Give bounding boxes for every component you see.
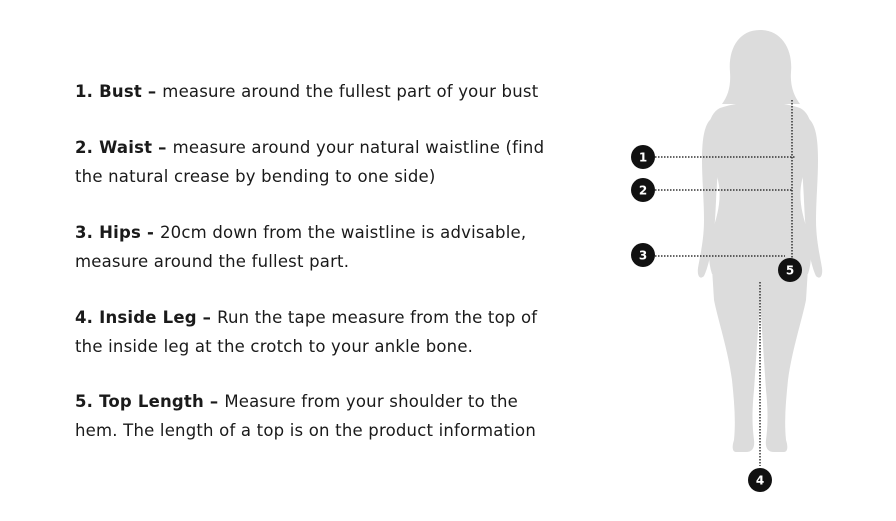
marker-3-label: 3: [638, 248, 648, 263]
body-silhouette: [698, 30, 822, 452]
left-leg-shape: [712, 268, 760, 452]
marker-1: [631, 145, 655, 169]
instruction-inside-leg: [75, 303, 595, 361]
inside-leg-number: 4.: [75, 308, 94, 327]
waist-number: 2.: [75, 138, 94, 157]
inside-leg-description-line2: the inside leg at the crotch to your ankle bone.: [75, 337, 474, 356]
top-length-separator: –: [203, 392, 225, 411]
bust-separator: –: [141, 82, 163, 101]
marker-5-label: 5: [785, 263, 795, 278]
hips-description-line1: 20cm down from the waistline is advisable,: [159, 223, 527, 242]
waist-title: Waist: [99, 138, 153, 157]
top-length-description-line1: Measure from your shoulder to the: [224, 392, 519, 411]
waist-separator: –: [152, 138, 173, 157]
bust-description-line1: measure around the fullest part of your bust: [162, 82, 539, 101]
hips-title: Hips: [99, 223, 142, 242]
waist-description-line2: the natural crease by bending to one side): [75, 167, 436, 186]
body-diagram-svg: [600, 0, 896, 521]
marker-4: [748, 468, 772, 492]
inside-leg-title: Inside Leg: [99, 308, 197, 327]
waist-description-line1: measure around your natural waistline (find: [172, 138, 545, 157]
inside-leg-separator: –: [196, 308, 218, 327]
instruction-waist: [75, 133, 595, 191]
hips-description-line2: measure around the fullest part.: [75, 252, 350, 271]
body-figure: [600, 0, 896, 521]
marker-4-label: 4: [755, 473, 765, 488]
instruction-top-length: [75, 387, 595, 445]
instruction-bust: [75, 77, 595, 106]
top-length-title: Top Length: [99, 392, 204, 411]
marker-2: [631, 178, 655, 202]
top-length-description-line2: hem. The length of a top is on the product information: [75, 421, 537, 440]
marker-5: [778, 258, 802, 282]
inside-leg-description-line1: Run the tape measure from the top of: [217, 308, 538, 327]
right-leg-shape: [760, 268, 808, 452]
marker-1-label: 1: [638, 150, 648, 165]
hips-number: 3.: [75, 223, 94, 242]
marker-2-label: 2: [638, 183, 648, 198]
top-length-number: 5.: [75, 392, 94, 411]
bust-number: 1.: [75, 82, 94, 101]
hips-separator: -: [141, 223, 160, 242]
torso-shape: [708, 102, 812, 274]
instruction-hips: [75, 218, 595, 276]
bust-title: Bust: [99, 82, 142, 101]
marker-3: [631, 243, 655, 267]
